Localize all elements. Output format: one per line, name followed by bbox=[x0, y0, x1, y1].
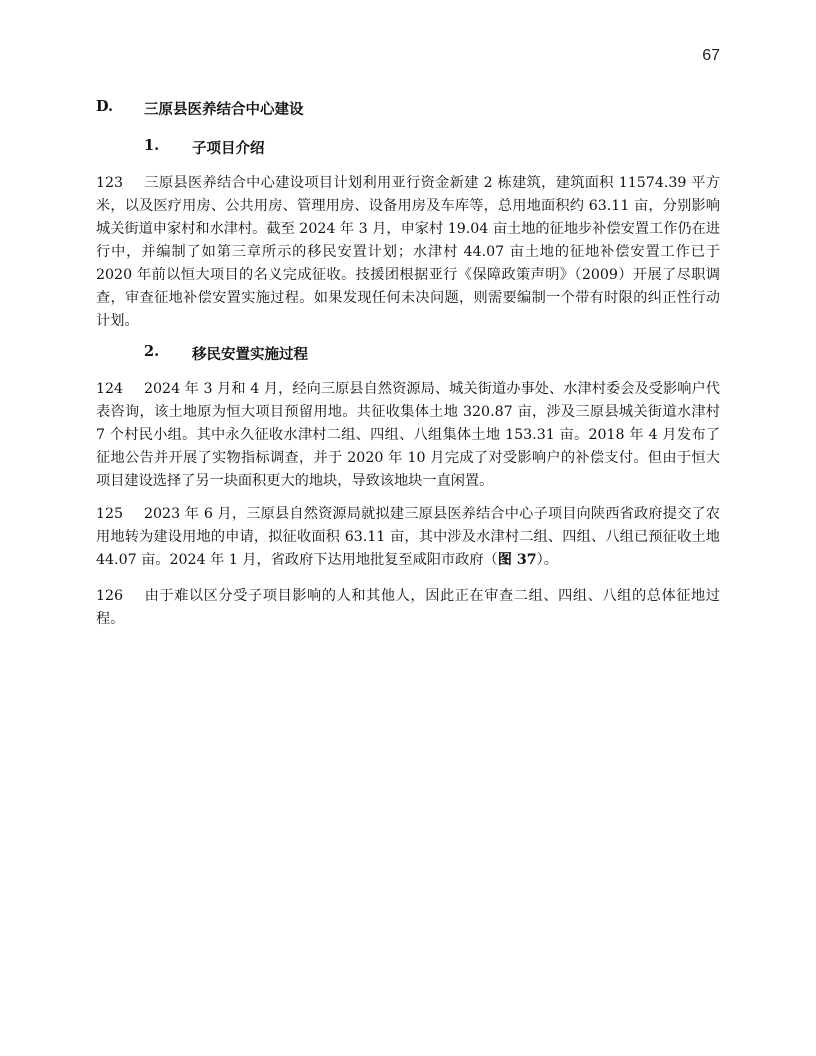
paragraph-125 bbox=[96, 503, 720, 572]
paragraph-number: 124 bbox=[96, 381, 124, 397]
paragraph-text: 2023 年 6 月，三原县自然资源局就拟建三原县医养结合中心子项目向陕西省政府提交了农用地转为建设用地的申请，拟征收面积 63.11 亩，其中涉及水津村二组、四组、八组已预征收土地 44.07 亩。2024 年 1 月，省政府下达用地批复至咸阳市政府（ bbox=[96, 506, 720, 568]
paragraph-text: 三原县医养结合中心建设项目计划利用亚行资金新建 2 栋建筑，建筑面积 11574.39 平方米，以及医疗用房、公共用房、管理用房、设备用房及车库等，总用地面积约 63.11 亩，分别影响城关街道申家村和水津村。截至 2024 年 3 月，申家村 19.04 亩土地的征地步补偿安置工作仍在进行中，并编制了如第三章所示的移民安置计划；水津村 44.07 亩土地的征地补偿安置工作已于 2020 年前以恒大项目的名义完成征收。技援团根据亚行《保障政策声明》（2009）开展了尽职调查，审查征地补偿安置实施过程。如果发现任何未决问题，则需要编制一个带有时限的纠正性行动计划。 bbox=[96, 175, 720, 329]
subsection-heading-1 bbox=[144, 137, 265, 157]
paragraph-number: 125 bbox=[96, 506, 124, 522]
paragraph-text: 由于难以区分受子项目影响的人和其他人，因此正在审查二组、四组、八组的总体征地过程。 bbox=[96, 588, 720, 627]
subsection-title-1: 子项目介绍 bbox=[192, 140, 265, 157]
paragraph-123 bbox=[96, 172, 720, 333]
subsection-title-2: 移民安置实施过程 bbox=[192, 346, 308, 363]
paragraph-number: 123 bbox=[96, 175, 124, 191]
paragraph-124 bbox=[96, 378, 720, 493]
figure-reference: 图 37 bbox=[497, 552, 537, 568]
paragraph-126 bbox=[96, 585, 720, 631]
section-label: D. bbox=[96, 98, 114, 115]
paragraph-number: 126 bbox=[96, 588, 124, 604]
subsection-heading-2 bbox=[144, 343, 308, 363]
section-heading bbox=[96, 98, 304, 118]
section-title: 三原县医养结合中心建设 bbox=[144, 101, 304, 118]
subsection-label-1: 1. bbox=[144, 137, 160, 154]
subsection-label-2: 2. bbox=[144, 343, 160, 360]
page-number: 67 bbox=[702, 47, 720, 64]
paragraph-text-end: ）。 bbox=[536, 552, 558, 568]
paragraph-text: 2024 年 3 月和 4 月，经向三原县自然资源局、城关街道办事处、水津村委会及受影响户代表咨询，该土地原为恒大项目预留用地。共征收集体土地 320.87 亩，涉及三原县城关街道水津村 7 个村民小组。其中永久征收水津村二组、四组、八组集体土地 153.31 亩。2018 年 4 月发布了征地公告并开展了实物指标调查，并于 2020 年 10 月完成了对受影响户的补偿支付。但由于恒大项目建设选择了另一块面积更大的地块，导致该地块一直闲置。 bbox=[96, 381, 720, 489]
